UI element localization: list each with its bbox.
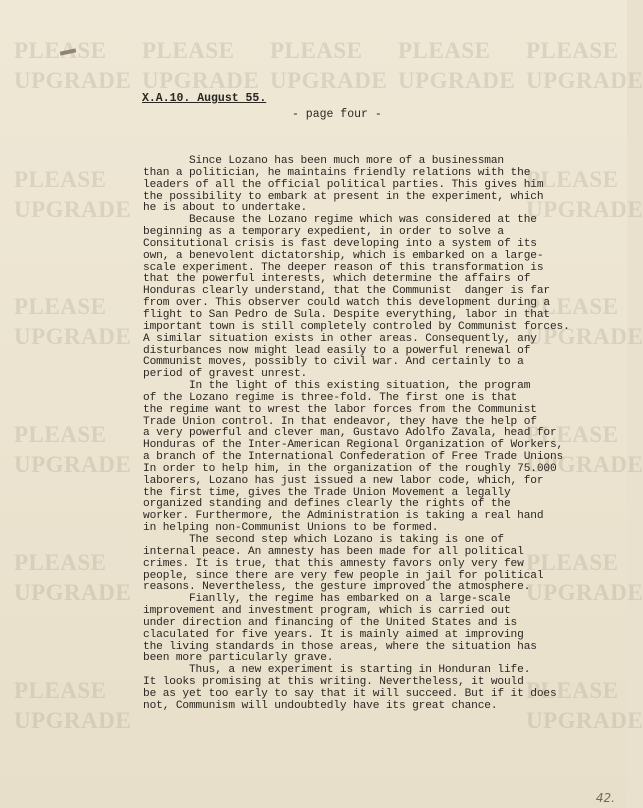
- text-line: Communist moves, possibly to civil war. And certainly to a: [143, 356, 524, 369]
- text-line: be as yet too early to say that it will succeed. But if it does: [143, 687, 557, 700]
- text-line: the living standards in those areas, where the situation has: [143, 640, 537, 653]
- text-line: important town is still completely controled by Communist forces.: [143, 320, 570, 333]
- watermark: PLEASE UPGRADE: [526, 38, 643, 93]
- text-line: organized standing and defines clearly the rights of the: [143, 498, 511, 511]
- text-line: leaders of all the official political parties. This gives him: [143, 178, 544, 191]
- text-line: Honduras of the Inter-American Regional Organization of Workers,: [143, 439, 564, 452]
- text-line: worker. Furthermore, the Administration is taking a real hand: [143, 510, 544, 523]
- text-line: crimes. It is true, that this amnesty favors only very few: [143, 557, 524, 570]
- text-line: not, Communism will undoubtedly have its great chance.: [143, 699, 498, 712]
- text-line: claculated for five years. It is mainly aimed at improving: [143, 628, 524, 641]
- text-line: under direction and financing of the United States and is: [143, 616, 518, 629]
- pencil-annotation: 42.: [595, 791, 615, 805]
- text-line: Consitutional crisis is fast developing into a system of its: [143, 237, 537, 250]
- text-line: in helping non-Communist Unions to be formed.: [143, 522, 439, 535]
- text-line: own, a benevolent dictatorship, which is embarked on a large-: [143, 249, 544, 262]
- watermark: PLEASE UPGRADE: [270, 38, 388, 93]
- watermark: PLEASE UPGRADE: [14, 550, 132, 605]
- text-line: Honduras clearly understand, that the Communist danger is far: [143, 285, 550, 298]
- text-line: Fianlly, the regime has embarked on a large-scale: [143, 593, 511, 606]
- text-line: laborers, Lozano has just issued a new labor code, which, for: [143, 474, 544, 487]
- text-line: A similar situation exists in other areas. Consequently, any: [143, 332, 537, 345]
- watermark: PLEASE UPGRADE: [398, 38, 516, 93]
- text-line: In order to help him, in the organization of the roughly 75.000: [143, 462, 557, 475]
- text-line: The second step which Lozano is taking is one of: [143, 534, 504, 546]
- text-line: scale experiment. The deeper reason of this transformation is: [143, 261, 544, 274]
- text-line: Because the Lozano regime which was considered at the: [143, 214, 537, 227]
- text-line: the regime want to wrest the labor forces from the Communist: [143, 403, 537, 416]
- text-line: internal peace. An amnesty has been made for all political: [143, 545, 524, 558]
- watermark: PLEASE UPGRADE: [14, 38, 132, 93]
- text-line: reasons. Nevertheless, the gesture improved the atmosphere.: [143, 581, 531, 594]
- text-line: Trade Union control. In that endeavor, they have the help of: [143, 415, 537, 428]
- text-line: from over. This observer could watch this development during a: [143, 297, 550, 310]
- text-line: disturbances now might lead easily to a powerful renewal of: [143, 344, 531, 357]
- text-line: of the Lozano regime is three-fold. The first one is that: [143, 391, 518, 404]
- watermark: PLEASE UPGRADE: [526, 294, 643, 349]
- body-text: [143, 156, 623, 713]
- text-line: people, since there are very few people in jail for political: [143, 569, 544, 582]
- page-number: - page four -: [292, 108, 382, 121]
- watermark: PLEASE UPGRADE: [526, 678, 643, 733]
- text-line: been more particularly grave.: [143, 652, 334, 665]
- text-line: a branch of the International Confederation of Free Trade Unions: [143, 451, 564, 464]
- text-line: he is about to undertake.: [143, 202, 308, 215]
- text-line: It looks promising at this writing. Nevertheless, it would: [143, 676, 524, 689]
- watermark: PLEASE UPGRADE: [526, 167, 643, 222]
- watermark: PLEASE UPGRADE: [142, 38, 260, 93]
- text-line: Thus, a new experiment is starting in Honduran life.: [143, 664, 531, 677]
- watermark: PLEASE UPGRADE: [526, 550, 643, 605]
- text-line: the first time, gives the Trade Union Movement a legally: [143, 486, 511, 499]
- text-line: than a politician, he maintains friendly relations with the: [143, 166, 531, 179]
- text-line: flight to San Pedro de Sula. Despite everything, labor in that: [143, 308, 550, 321]
- text-line: Since Lozano has been much more of a businessman: [143, 155, 504, 167]
- watermark: PLEASE UPGRADE: [14, 422, 132, 477]
- watermark: PLEASE UPGRADE: [14, 678, 132, 733]
- text-line: beginning as a temporary expedient, in order to solve a: [143, 226, 504, 239]
- watermark: PLEASE UPGRADE: [14, 294, 132, 349]
- document-reference: X.A.10. August 55.: [142, 92, 267, 105]
- text-line: period of gravest unrest.: [143, 368, 308, 381]
- text-line: a very powerful and clever man, Gustavo Adolfo Zavala, head for: [143, 427, 557, 440]
- text-line: In the light of this existing situation, the program: [143, 380, 531, 393]
- text-line: that the powerful interests, which determine the affairs of: [143, 273, 531, 286]
- watermark: PLEASE UPGRADE: [526, 422, 643, 477]
- text-line: the possibility to embark at present in the experiment, which: [143, 190, 544, 203]
- watermark: PLEASE UPGRADE: [14, 167, 132, 222]
- ink-mark: [60, 48, 76, 55]
- text-line: improvement and investment program, which is carried out: [143, 605, 511, 618]
